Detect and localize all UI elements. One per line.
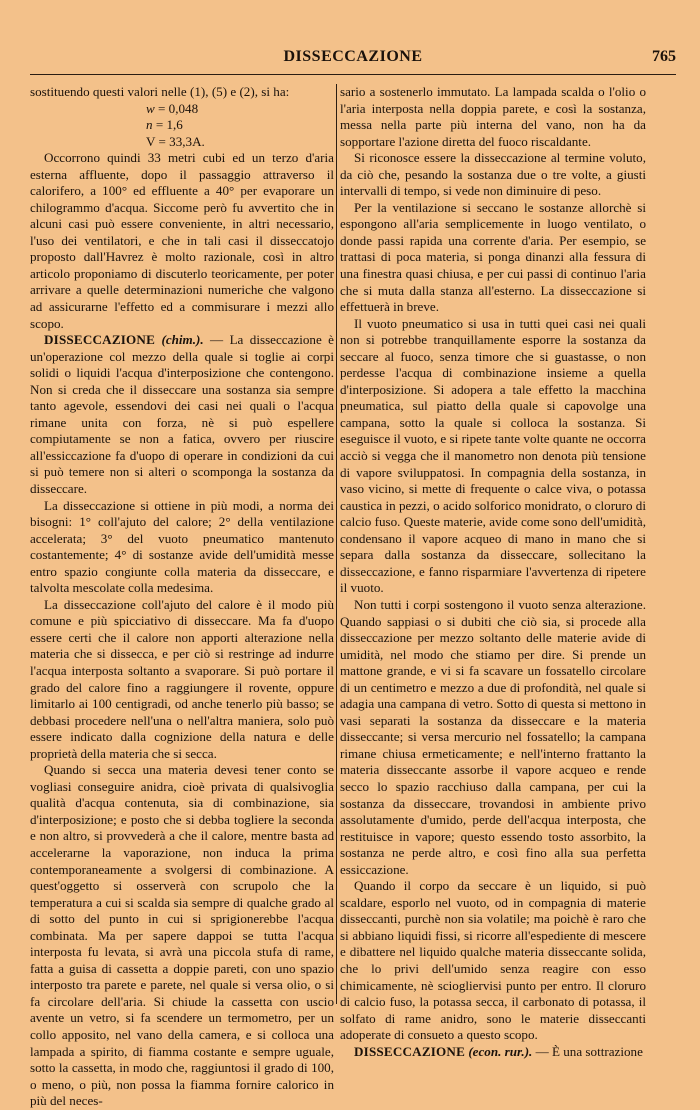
paragraph: La disseccazione coll'ajuto del calore è il modo più comune e più spicciativo di disseccare. Ma fa d'uopo essere certi che il calore non apporti alterazione nella materia che si dissecca, e per ciò si restringe ad indurre l'acqua interposta soltanto a svaporare. Si può portare il grado del calore fino a raggiungere il rovente, oppure limitarlo ai 100 centigradi, od anche tenerlo più basso; se debbasi procedere nell'una o nell'altra maniera, solo può essere indicato dalla cognizione della natura e delle proprietà della materia che si secca.: [30, 596, 334, 761]
equation-variable: V: [146, 133, 156, 149]
right-column: [340, 84, 646, 1059]
equation-variable: n: [146, 117, 153, 133]
equation-value: = 1,6: [155, 117, 183, 133]
equation-w: [30, 101, 334, 118]
page-number: 765: [652, 48, 676, 65]
equation-n: [30, 117, 334, 134]
entry-text: — La disseccazione è un'operazione col mezzo della quale si toglie ai corpi solidi o liquidi l'acqua d'interposizione che contengono. Non si creda che il disseccare una sostanza sia sempre tanto agevole, essendovi dei casi nei quali o l'acqua rimane unita con forza, nè si può espellere compiutamente se non a fatica, ovvero per riuscire all'essiccazione fa d'uopo di operare in condizioni da cui si può temere non si alteri o scomponga la sostanza da disseccare.: [30, 332, 334, 496]
equation-value: = 33,3A.: [158, 133, 205, 149]
entry-headword: DISSECCAZIONE: [44, 332, 156, 348]
entry-text: — È una sottrazione: [532, 1043, 643, 1059]
paragraph: sario a sostenerlo immutato. La lampada scalda o l'olio o l'aria interposta nella doppia parete, e così la sostanza, messa nella parte più interna del vano, non ha da sopportare l'azione diretta del fuoco riscaldante.: [340, 84, 646, 149]
paragraph: Non tutti i corpi sostengono il vuoto senza alterazione. Quando sappiasi o si dubiti che ciò sia, si procede alla disseccazione per mezzo soltanto delle materie avide di umidità, nel modo che stiamo per dire. Si prende un mattone grande, e vi si fa scavare un fossatello circolare di un centimetro e mezzo a due di profondità, nel quale si adagia una campana di vetro. Sotto di questa si mettono in vasi separati la sostanza da disseccare e la materia disseccante; si versa mercurio nel fossatello; la campana rimane chiusa ermeticamente; e nell'interno frattanto la materia disseccante assorbe il vapore acqueo e rende secco lo spazio racchiuso dalla campana, per cui la sostanza da disseccare, trovandosi in ambiente privo assolutamente d'umido, perde dell'acqua interposta, che restituisce in vapore; questo essendo tosto assorbito, la sostanza ne perde altro, e così fino alla sua perfetta essiccazione.: [340, 596, 646, 877]
column-divider: [336, 84, 337, 1004]
left-column: [30, 84, 334, 1109]
entry-subject: (econ. rur.).: [468, 1043, 533, 1059]
paragraph: Quando il corpo da seccare è un liquido, si può scaldare, esporlo nel vuoto, od in compagnia di materie disseccanti, purchè non sia volatile; ma poichè è raro che si abbiano liquidi fissi, si ricorre all'espediente di mescere e dibattere nel liquido qualche materia disseccante solida, che lo privi dell'umido senza reagire con esso chimicamente, nè sciogliervisi punto per entro. Il cloruro di calcio fuso, la potassa secca, il carbonato di potassa, il solfato di rame anidro, sono le materie disseccanti adoperate di consueto a questo scopo.: [340, 878, 646, 1043]
paragraph: Si riconosce essere la disseccazione al termine voluto, da ciò che, pesando la sostanza due o tre volte, a giusti intervalli di tempo, si vede non diminuire di peso.: [340, 150, 646, 199]
equation-variable: w: [146, 100, 155, 116]
equation-v: [30, 134, 334, 151]
paragraph: La disseccazione si ottiene in più modi, a norma dei bisogni: 1° coll'ajuto del calore; 2° della ventilazione accelerata; 3° del vuoto pneumatico mantenuto costantemente; 4° di sostanze avide dell'umidità messe entro spazio congiunte colla materia da disseccare, e talvolta mescolate colla medesima.: [30, 497, 334, 596]
page-header: [30, 48, 676, 74]
paragraph: Per la ventilazione si seccano le sostanze allorchè si espongono all'aria semplicemente in luogo ventilato, o donde passi rapida una corrente d'aria. Per esempio, se trattasi di poca materia, si ponga dinanzi alla fessura di una finestra quasi chiusa, e per cui passi di continuo l'aria che si muta dalla stanza all'esterno. La disseccazione si effettuerà in breve.: [340, 199, 646, 315]
header-rule: [30, 74, 676, 75]
paragraph: Quando si secca una materia devesi tener conto se vogliasi conseguire anidra, cioè privata di qualsivoglia qualità d'acqua contenuta, sia di combinazione, sia d'interposizione; e posto che si debba togliere la seconda e non altro, si provvederà a che il calore, mentre basta ad accelerarne la vaporazione, non induca la prima contemporaneamente a svolgersi di combinazione. A quest'oggetto si osserverà con scrupolo che la temperatura a cui si scalda sia sempre di qualche grado al di sotto del punto in cui si sprigionerebbe l'acqua combinata. Ma per sapere dappoi se tutta l'acqua interposta fu levata, si avrà una piccola stufa di rame, fatta a guisa di cassetta a doppie pareti, con uno spazio interposto tra parete e parete, nel quale si versa olio, o si fa circolare dell'aria. Si chiude la cassetta con uscio avente un vetro, si fa scendere un termometro, per un collo apposito, nel vano della camera, e si colloca una lampada a spirito, di fiamma costante e sempre uguale, sotto la cassetta, in modo che, raggiuntosi il grado di 100, o meno, o più, non possa la fiamma fornire calorico in più del neces-: [30, 762, 334, 1109]
paragraph: sostituendo questi valori nelle (1), (5) e (2), si ha:: [30, 84, 290, 99]
paragraph: Occorrono quindi 33 metri cubi ed un terzo d'aria esterna affluente, dopo il passaggio attraverso il calorifero, a 100° ed effluente a 40° per evaporare un chilogrammo d'acqua. Siccome però fu avvertito che in alcuni casi può essere conveniente, in altri necessario, l'uso dei ventilatori, e che in tali casi il disseccatojo proposto dall'Havrez è molto razionale, così in altro articolo proponiamo di discuterlo teoricamente, per poter arrivare a quelle determinazioni numeriche che valgono ad assicurarne l'effetto ed a commisurare i mezzi allo scopo.: [30, 150, 334, 331]
entry-subject: (chim.).: [161, 332, 204, 348]
entry-paragraph: [30, 332, 334, 497]
paragraph: Il vuoto pneumatico si usa in tutti quei casi nei quali non si potrebbe tranquillamente esporre la sostanza da seccare al fuoco, senza timore che si guastasse, o non perdesse l'acqua di combinazione insieme a quella d'interposizione. Si adopera a tale effetto la macchina pneumatica, sul piatto della quale si capovolge una campana, sotto la quale si colloca la sostanza. Si eseguisce il vuoto, e si ripete tante volte quante ne occorra acciò si vegga che il manometro non denota più tensione di vapore sviluppatosi. In compagnia della sostanza, in vaso vicino, si mette di frequente o calce viva, o potassa caustica in pezzi, o acido solforico monidrato, o cloruro di calcio fuso. Queste materie, avide come sono dell'umidità, condensano il vapore acqueo di mano in mano che si separa dalla sostanza da disseccare, sollecitano la disseccazione, e fanno risparmiare l'avvertenza di ripetere il vuoto.: [340, 315, 646, 596]
entry-headword: DISSECCAZIONE: [354, 1043, 466, 1059]
equation-value: = 0,048: [158, 100, 199, 116]
running-title: DISSECCAZIONE: [283, 48, 423, 65]
entry-paragraph: [340, 1044, 646, 1061]
